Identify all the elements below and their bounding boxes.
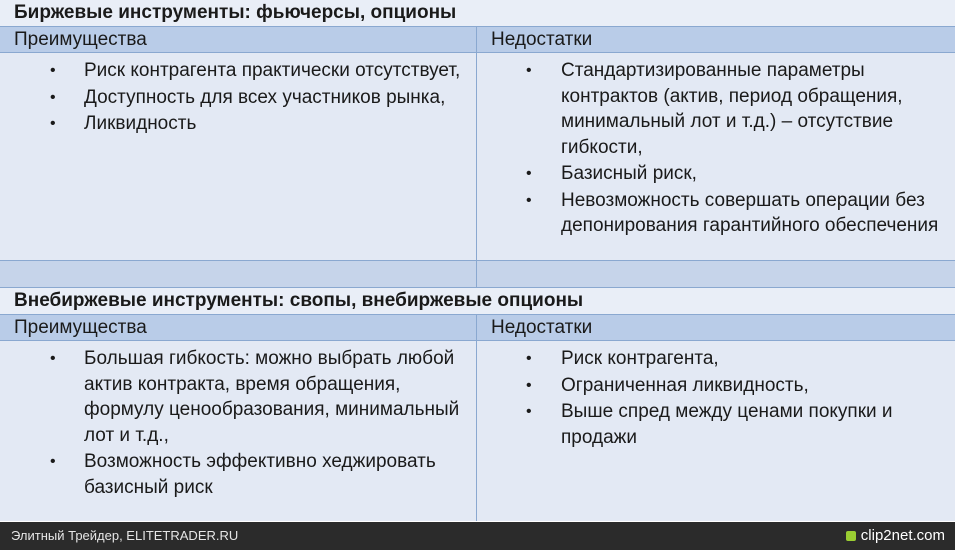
section-title-text: Внебиржевые инструменты: свопы, внебиржевые опционы <box>14 290 584 311</box>
section-title-text: Биржевые инструменты: фьючерсы, опционы <box>14 2 457 23</box>
list-item: • Базисный риск, <box>477 161 955 187</box>
list-item: • Стандартизированные параметры контрактов (актив, период обращения, минимальный лот и т.д.) – отсутствие гибкости, <box>526 60 903 158</box>
disadvantages-list <box>477 341 955 450</box>
list-item: • Риск контрагента практически отсутствует, <box>0 58 476 84</box>
source-caption: Элитный Трейдер, ELITETRADER.RU <box>11 528 239 543</box>
clip2net-icon <box>846 531 856 541</box>
header-row-exchange <box>0 27 955 53</box>
list-item: • Выше спред между ценами покупки и продажи <box>526 401 893 448</box>
list-item: • Риск контрагента, <box>477 346 955 372</box>
disadvantages-header: Недостатки <box>491 317 593 338</box>
watermark-logo <box>846 522 945 550</box>
bullet-icon: • <box>526 350 532 367</box>
bullet-icon: • <box>50 62 56 79</box>
advantages-list <box>0 53 476 137</box>
bullet-icon: • <box>526 376 532 394</box>
disadvantages-cell <box>477 341 955 521</box>
body-row-exchange <box>0 53 955 261</box>
bullet-icon: • <box>526 62 532 79</box>
list-item: • Невозможность совершать операции без депонирования гарантийного обеспечения <box>526 189 939 236</box>
watermark-text: clip2net.com <box>860 527 945 544</box>
bullet-icon: • <box>50 350 56 367</box>
list-item: • Ограниченная ликвидность, <box>477 373 955 399</box>
list-item: • Возможность эффективно хеджировать базисный риск <box>50 451 436 498</box>
footer-bar <box>0 522 955 550</box>
bullet-icon: • <box>50 115 56 132</box>
disadvantages-header: Недостатки <box>491 29 593 50</box>
list-item: • Ликвидность <box>0 111 476 137</box>
advantages-header: Преимущества <box>0 315 477 340</box>
bullet-icon: • <box>526 165 532 182</box>
bullet-icon: • <box>526 403 532 420</box>
advantages-header: Преимущества <box>0 27 477 52</box>
section-title-otc <box>0 288 955 315</box>
section-title-exchange <box>0 0 955 27</box>
disadvantages-list <box>477 53 955 239</box>
advantages-list <box>0 341 476 500</box>
body-row-otc <box>0 341 955 521</box>
bullet-icon: • <box>50 453 56 470</box>
list-item: • Доступность для всех участников рынка, <box>0 85 476 111</box>
advantages-cell <box>0 341 477 521</box>
advantages-cell <box>0 53 477 260</box>
disadvantages-cell <box>477 53 955 260</box>
spacer-row <box>0 261 955 288</box>
list-item: • Большая гибкость: можно выбрать любой актив контракта, время обращения, формулу ценообразования, минимальный лот и т.д., <box>50 348 460 446</box>
header-row-otc <box>0 315 955 341</box>
bullet-icon: • <box>50 88 56 106</box>
bullet-icon: • <box>526 191 532 209</box>
